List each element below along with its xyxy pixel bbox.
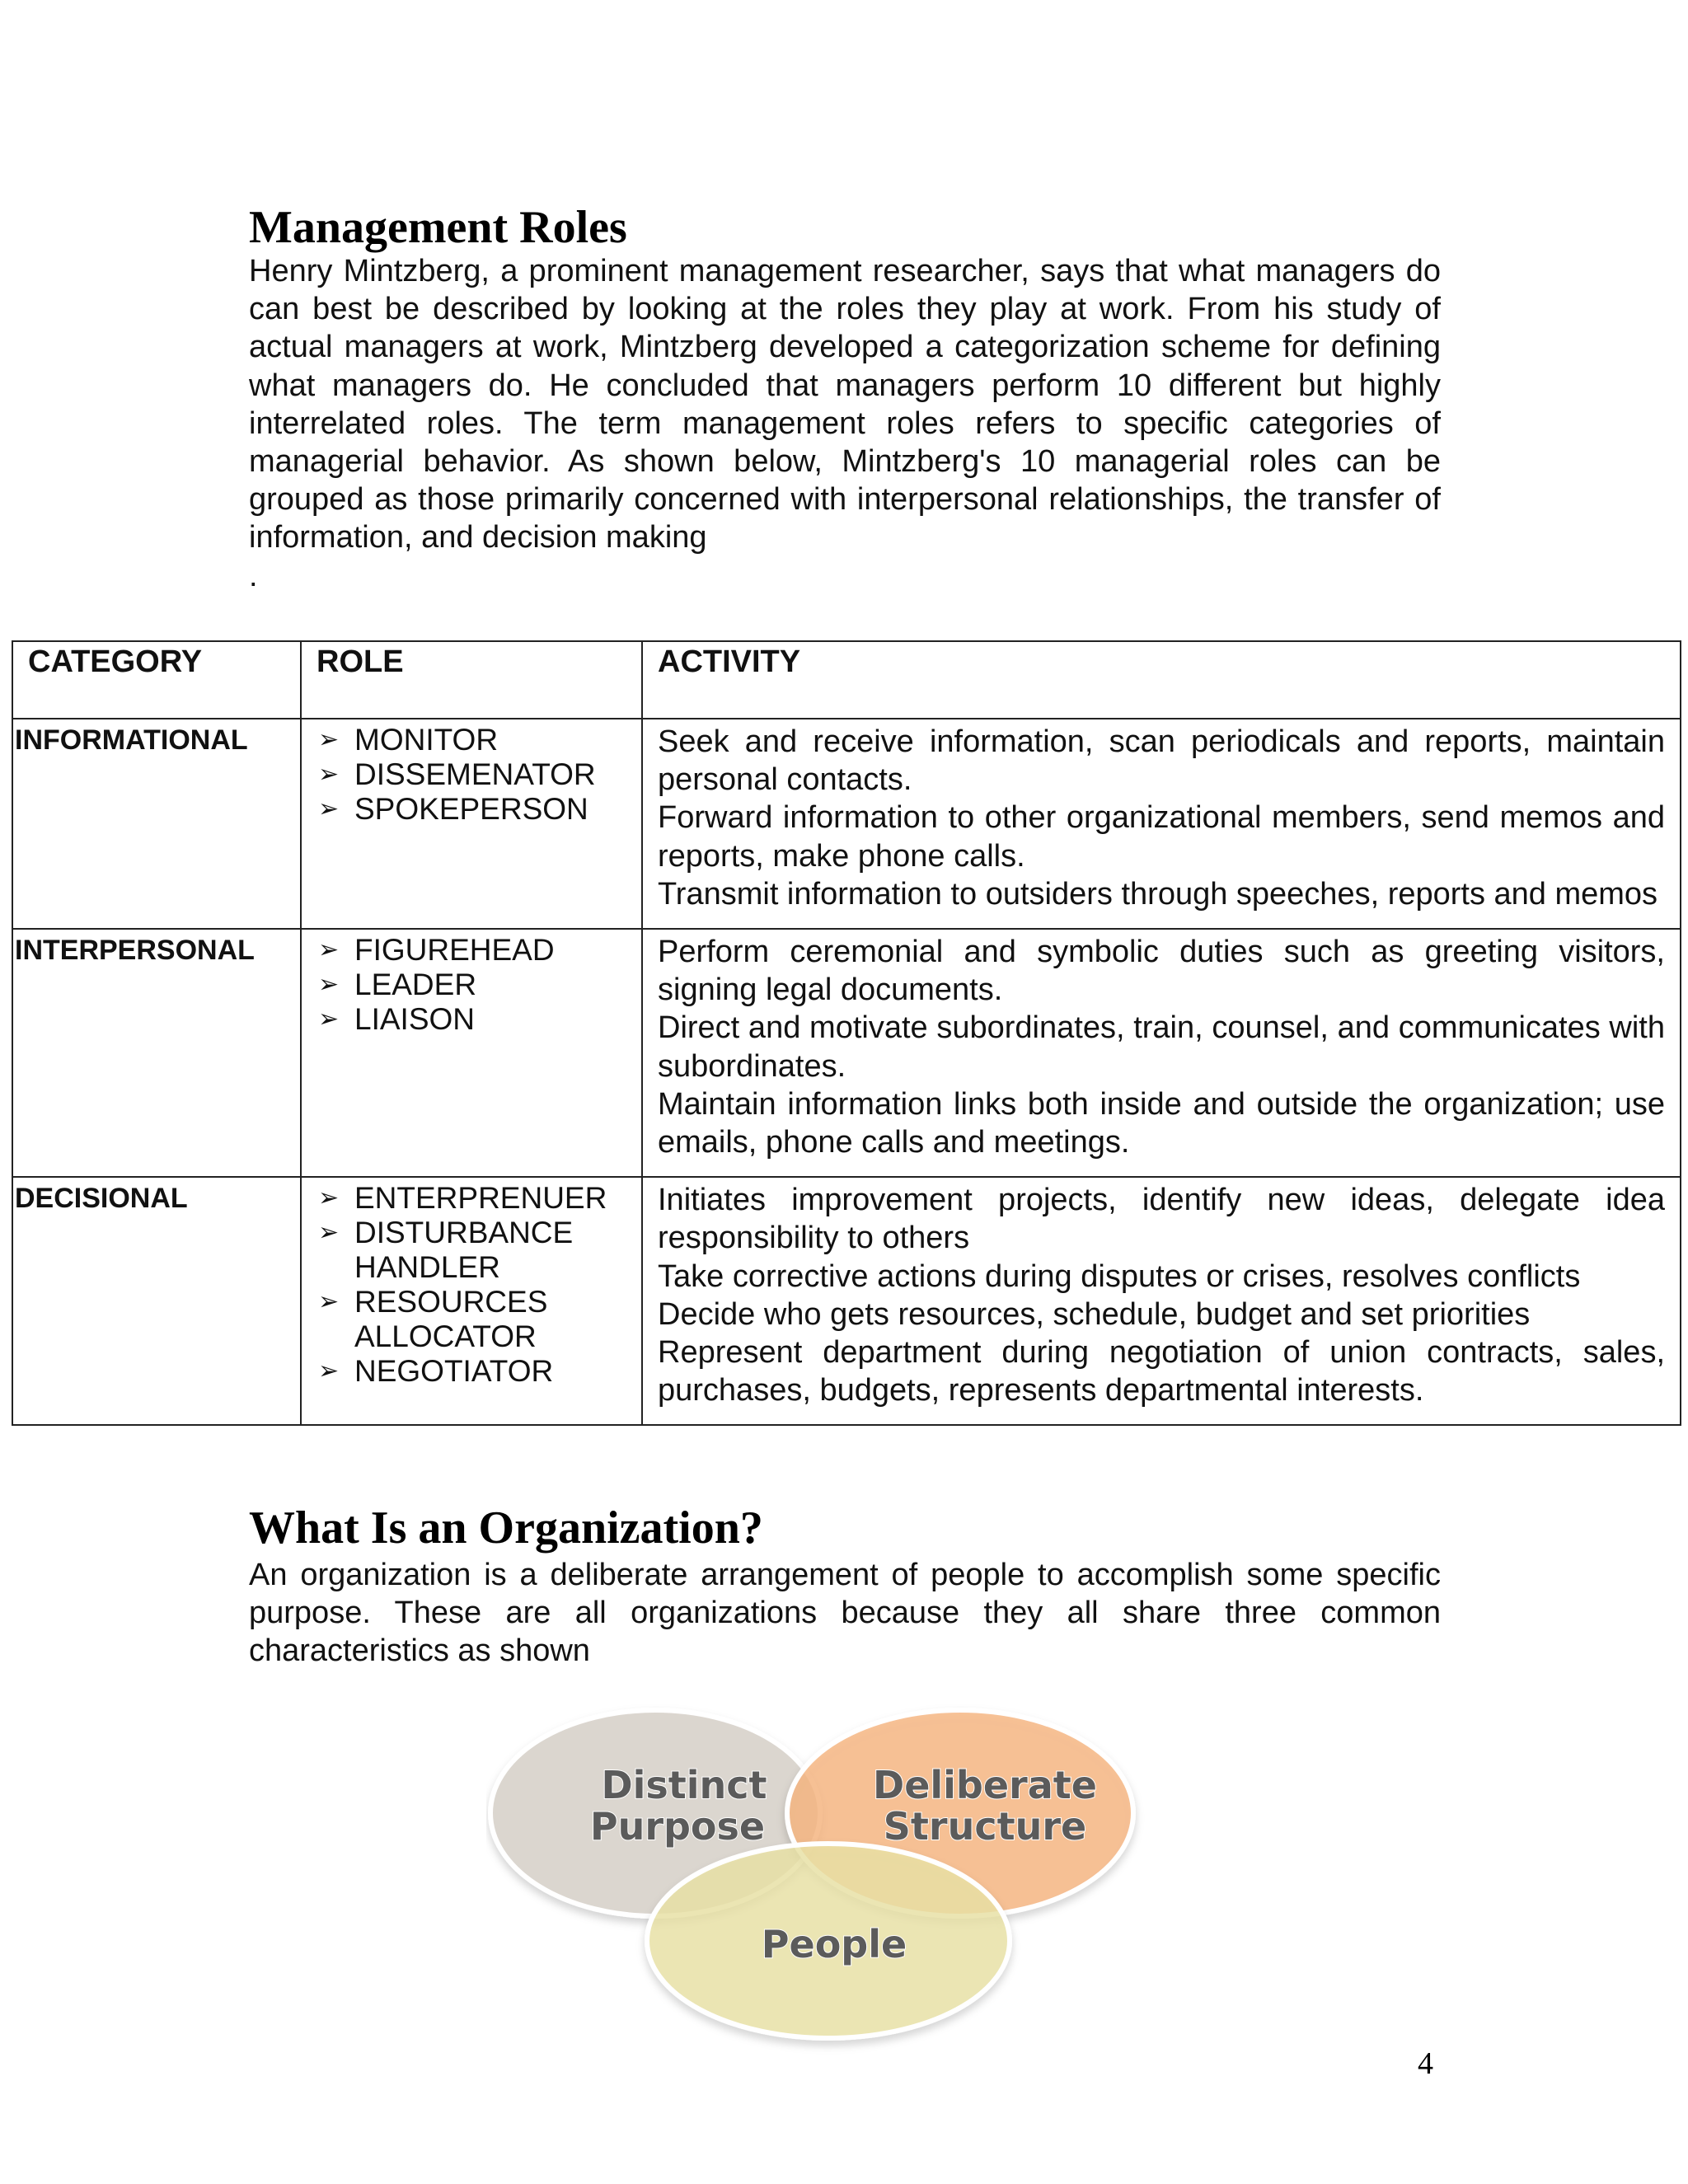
activity-text: Perform ceremonial and symbolic duties such as greeting visitors, signing legal documents. (658, 935, 1665, 1008)
activity-text: Forward information to other organizational members, send memos and reports, make phone calls. (658, 800, 1665, 874)
paragraph-trailing-dot: . (249, 558, 258, 593)
role-item (318, 1181, 641, 1216)
role-cell (301, 929, 642, 1177)
table-header-row (12, 641, 1681, 719)
activity-cell (642, 1177, 1681, 1425)
header-activity (642, 641, 1681, 719)
category-cell: INTERPERSONAL (12, 929, 301, 1177)
activity-text: Seek and receive information, scan periodicals and reports, maintain personal contacts. (658, 724, 1665, 798)
role-label: ENTERPRENUER (354, 1181, 607, 1216)
role-item (318, 968, 641, 1002)
arrow-bullet-icon: ➢ (318, 761, 340, 788)
arrow-bullet-icon: ➢ (318, 1219, 340, 1247)
venn-label-structure: Structure (883, 1804, 1087, 1849)
role-label: RESOURCES ALLOCATOR (354, 1285, 548, 1354)
management-roles-paragraph (249, 252, 1441, 595)
role-item (318, 933, 641, 968)
role-item (318, 757, 641, 792)
arrow-bullet-icon: ➢ (318, 1357, 340, 1385)
activity-text: Direct and motivate subordinates, train, counsel, and communicates with subordinates. (658, 1010, 1665, 1084)
role-cell (301, 1177, 642, 1425)
header-role-label: ROLE (316, 644, 404, 679)
role-label: SPOKEPERSON (354, 792, 588, 826)
role-list (302, 1178, 641, 1389)
arrow-bullet-icon: ➢ (318, 1005, 340, 1033)
header-category-label: CATEGORY (28, 644, 203, 679)
organization-venn-diagram (486, 1698, 1179, 2069)
arrow-bullet-icon: ➢ (318, 936, 340, 964)
role-label: MONITOR (354, 723, 499, 757)
page-number: 4 (1418, 2046, 1433, 2081)
activity-cell (642, 719, 1681, 929)
category-cell: INFORMATIONAL (12, 719, 301, 929)
management-roles-table (12, 640, 1681, 1426)
role-item (318, 1216, 641, 1285)
role-label: LIAISON (354, 1002, 475, 1037)
role-item (318, 723, 641, 757)
venn-label-deliberate: Deliberate (873, 1763, 1097, 1807)
header-role (301, 641, 642, 719)
header-activity-label: ACTIVITY (658, 644, 801, 679)
role-item (318, 792, 641, 827)
category-cell: DECISIONAL (12, 1177, 301, 1425)
arrow-bullet-icon: ➢ (318, 1184, 340, 1212)
role-label: DISTURBANCE HANDLER (354, 1216, 574, 1285)
activity-cell (642, 929, 1681, 1177)
arrow-bullet-icon: ➢ (318, 795, 340, 823)
table-row (12, 719, 1681, 929)
activity-text: Represent department during negotiation of union contracts, sales, purchases, budgets, represents departmental interests. (658, 1335, 1665, 1408)
role-item (318, 1285, 641, 1354)
activity-text: Take corrective actions during disputes or crises, resolves conflicts (658, 1258, 1581, 1294)
activity-text: Maintain information links both inside and outside the organization; use emails, phone calls and meetings. (658, 1086, 1665, 1160)
role-cell (301, 719, 642, 929)
arrow-bullet-icon: ➢ (318, 1288, 340, 1316)
role-label: DISSEMENATOR (354, 757, 596, 791)
activity-text: Transmit information to outsiders through speeches, reports and memos (658, 876, 1658, 912)
role-list (302, 930, 641, 1037)
activity-text: Initiates improvement projects, identify new ideas, delegate idea responsibility to others (658, 1183, 1665, 1256)
paragraph-text: Henry Mintzberg, a prominent management researcher, says that what managers do can best be described by looking at the roles they play at work. From his study of actual managers at work, Mintzberg developed a categorization scheme for defining what managers do. He concluded that managers perform 10 different but highly interrelated roles. The term management roles refers to specific categories of managerial behavior. As shown below, Mintzberg's 10 managerial roles can be grouped as those primarily concerned with interpersonal relationships, the transfer of information, and decision making (249, 254, 1441, 555)
section-title-what-is-organization: What Is an Organization? (249, 1502, 763, 1554)
section-title-management-roles: Management Roles (249, 202, 627, 253)
venn-label-distinct: Distinct (601, 1763, 767, 1807)
venn-label-purpose: Purpose (589, 1804, 766, 1849)
paragraph-text: An organization is a deliberate arrangement of people to accomplish some specific purpose. These are all organizations because they all share three common characteristics as shown (249, 1558, 1441, 1669)
role-item (318, 1002, 641, 1037)
role-label: NEGOTIATOR (354, 1354, 554, 1389)
table-row (12, 929, 1681, 1177)
role-list (302, 719, 641, 827)
arrow-bullet-icon: ➢ (318, 971, 340, 999)
arrow-bullet-icon: ➢ (318, 726, 340, 753)
venn-label-people: People (761, 1922, 907, 1966)
header-category (12, 641, 301, 719)
table-row (12, 1177, 1681, 1425)
activity-text: Decide who gets resources, schedule, budget and set priorities (658, 1296, 1531, 1332)
role-label: LEADER (354, 968, 477, 1002)
role-label: FIGUREHEAD (354, 933, 555, 968)
role-item (318, 1354, 641, 1389)
organization-paragraph (249, 1556, 1441, 1671)
